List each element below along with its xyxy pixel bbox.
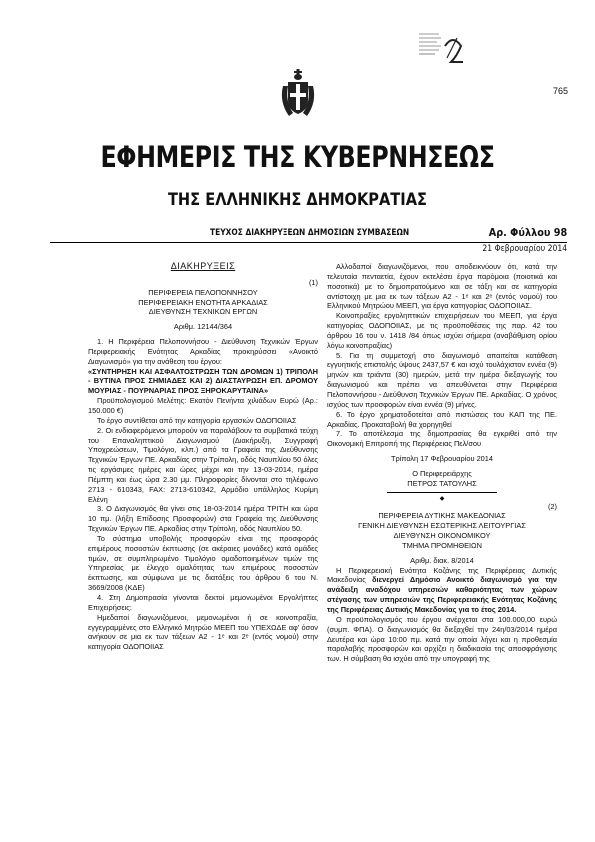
protocol-number: Αριθμ. 12144/364 — [173, 322, 233, 332]
left-column — [88, 262, 318, 652]
authority-line: ΠΕΡΙΦΕΡΕΙΑ ΔΥΤΙΚΗΣ ΜΑΚΕΔΟΝΙΑΣ — [378, 511, 506, 521]
paragraph: 7. Το αποτέλεσμα της δημοπρασίας θα εγκριθεί από την Οικονομική Επιτροπή της Περιφέρειας Πελ/σου — [327, 429, 557, 449]
authority-line: ΔΙΕΥΘΥΝΣΗ ΟΙΚΟΝΟΜΙΚΟΥ — [393, 531, 491, 541]
paragraph: 5. Για τη συμμετοχή στο διαγωνισμό απαιτείται κατάθεση εγγυητικής επιστολής ύψους 2437,57 € και ισχύ τουλάχιστον εννέα (9) μηνών και τριάντα (30) ημερών, μετά την ημέρα διεξαγωγής του διαγωνισμού και πρέπει να απευθύνεται στην Περιφέρεια Πελοποννήσου - Διεύθυνση Τεχνικών Έργων ΠΕ. Αρκαδίας. Ο χρόνος ισχύος των προσφορών είναι εννέα (9) μήνες. — [327, 350, 557, 409]
paragraph: 3. Ο Διαγωνισμός θα γίνει στις 18-03-2014 ημέρα ΤΡΙΤΗ και ώρα 10 πμ. (λήξη Επίδοσης Προσφορών) στα Γραφεία της Διεύθυνσης Τεχνικών Έργων ΠΕ. Αρκαδίας στην Τρίπολη, οδός Ναυπλίου 50. — [88, 504, 318, 534]
gazette-title: ΕΦΗΜΕΡΙΣ ΤΗΣ ΚΥΒΕΡΝΗΣΕΩΣ — [100, 140, 495, 174]
item-number: (1) — [308, 277, 318, 287]
gazette-subtitle: ΤΗΣ ΕΛΛΗΝΙΚΗΣ ΔΗΜΟΚΡΑΤΙΑΣ — [167, 190, 428, 210]
paragraph: Το σύστημα υποβολής προσφορών είναι της προσφοράς επιμέρους ποσοστών έκπτωσης (σε ακέραιες μονάδες) κατά ομάδες τιμών, σε συμπληρωμένο Τιμολόγιο ομαδοποιημένων τιμών της Υπηρεσίας με έλεγχο ομαλότητας των επιμέρους ποσοστών έκπτωσης, και σύμφωνα με τις διατάξεις του άρθρου 6 του Ν. 3669/2008 (ΚΔΕ) — [88, 533, 318, 593]
signer-title: Ο Περιφερειάρχης — [412, 468, 472, 478]
authority-line: ΠΕΡΙΦΕΡΕΙΑ ΠΕΛΟΠΟΝΝΗΣΟΥ — [148, 287, 258, 297]
authority-line: ΔΙΕΥΘΥΝΣΗ ΤΕΧΝΙΚΩΝ ΕΡΓΩΝ — [148, 307, 258, 317]
paragraph: Η Περιφερειακή Ενότητα Κοζάνης της Περιφέρειας Δυτικής Μακεδονίας διενεργεί Δημόσιο Ανοικτό διαγωνισμό για την ανάδειξη αναδόχου υπηρεσιών καθαριότητας των χώρων στέγασης των υπηρεσιών της Περιφερειακής Ενότητας Κοζάνης της Περιφέρειας Δυτικής Μακεδονίας για το έτος 2014. — [327, 565, 557, 614]
paragraph: 2. Οι ενδιαφερόμενοι μπορούν να παραλάβουν τα συμβατικά τεύχη του Επαναληπτικού Διαγωνισμού (Διακήρυξη, Συγγραφή Υποχρεώσεων, Τιμολόγιο, κλπ.) από τα Γραφεία της Διεύθυνσης Τεχνικών Έργων ΠΕ. Αρκαδίας στην Τρίπολη, οδός Ναυπλίου 50 όλες τις εργάσιμες ημέρες και ώρες μέχρι και την 13-03-2014, ημέρα Πέμπτη και έως ώρα 2.30 μμ. Πληροφορίες δίνονται στο τηλέφωνο 2713 - 610343, FAX: 2713-610342, Αρμόδιο υπάλληλος Κυρίμη Ελένη — [88, 425, 318, 504]
right-column — [327, 262, 557, 664]
paragraph: Αλλοδαποί διαγωνιζόμενοι, που αποδεικνύουν ότι, κατά την τελευταία πενταετία, έχουν εκτελέσει έργα παρόμοια (ποιοτικά και ποσοτικά) με το δημοπρατούμενο και σε τάξη και σε κατηγορία αντίστοιχη με μια εκ των τάξεων Α2 - 1ᵉ και 2ᵉ (εντός νομού) του Ελληνικού Μητρώου ΜΕΕΠ, για έργα κατηγορίας ΟΔΟΠΟΙΙΑΣ. — [327, 262, 557, 311]
header-rule — [50, 242, 567, 243]
paragraph: Προϋπολογισμού Μελέτης: Εκατόν Πενήντα χιλιάδων Ευρώ (Αρ.: 150.000 €) — [88, 396, 318, 415]
paragraph: Ο προϋπολογισμός του έργου ανέρχεται στα 100.000,00 ευρώ (συμπ. ΦΠΑ). Ο διαγωνισμός θα διεξαχθεί την 24η/03/2014 ημέρα Δευτέρα και ώρα 10:00 πμ. κατά την οποία λήγει και η προθεσμία παραλαβής προσφορών και αρχίζει η διαδικασία της αποσφράγισης των. Η σύμβαση θα ισχύει από την υπογραφή της — [327, 614, 557, 664]
authority-line: ΤΜΗΜΑ ΠΡΟΜΗΘΕΙΩΝ — [402, 540, 482, 550]
project-title: «ΣΥΝΤΗΡΗΣΗ ΚΑΙ ΑΣΦΑΛΤΟΣΤΡΩΣΗ ΤΩΝ ΔΡΟΜΩΝ 1) ΤΡΙΠΟΛΗ - ΒΥΤΙΝΑ ΠΡΟΣ ΣΗΜΙΑΔΕΣ ΚΑΙ 2) ΔΙΑΣΤΑΥΡΩΣΗ ΕΠ. ΔΡΟΜΟΥ ΜΟΥΡΙΑΣ - ΠΟΥΡΝΑΡΙΑΣ ΠΡΟΣ ΞΗΡΟΚΑΡΥΤΑΙΝΑ» — [88, 366, 318, 396]
authority-line: ΠΕΡΙΦΕΡΕΙΑΚΗ ΕΝΟΤΗΤΑ ΑΡΚΑΔΙΑΣ — [138, 297, 268, 307]
sheet-number: Αρ. Φύλλου 98 — [488, 226, 567, 239]
signer-name: ΠΕΤΡΟΣ ΤΑΤΟΥΛΗΣ — [407, 478, 477, 488]
issue-type: ΤΕΥΧΟΣ ΔΙΑΚΗΡΥΞΕΩΝ ΔΗΜΟΣΙΩΝ ΣΥΜΒΑΣΕΩΝ — [210, 228, 410, 238]
coat-of-arms-icon — [279, 64, 317, 122]
place-date: Τρίπολη 17 Φεβρουαρίου 2014 — [390, 454, 494, 464]
paragraph: 4. Στη Δημοπρασία γίνονται δεκτοί μεμονωμένοι Εργολήπτες Επιχειρήσεις: — [88, 593, 318, 612]
paragraph: Το έργο συντίθεται από την κατηγορία εργασιών ΟΔΟΠΟΙΙΑΣ — [97, 415, 297, 425]
authority-line: ΓΕΝΙΚΗ ΔΙΕΥΘΥΝΣΗ ΕΣΩΤΕΡΙΚΗΣ ΛΕΙΤΟΥΡΓΙΑΣ — [358, 521, 526, 531]
separator — [387, 492, 497, 493]
paragraph: 1. Η Περιφέρεια Πελοποννήσου - Διεύθυνση Τεχνικών Έργων Περιφερειακής Ενότητας Αρκαδίας προκηρύσσει «Ανοικτό Διαγωνισμό» για την ανάθεση του έργου: — [88, 337, 318, 366]
paragraph: Κοινοπραξίες εργοληπτικών επιχειρήσεων του ΜΕΕΠ, για έργα κατηγορίας ΟΔΟΠΟΙΙΑΣ, με τις προϋποθέσεις της παρ. 42 του άρθρου 16 του ν. 1418 /84 όπως ισχύει σήμερα (αναβάθμιση ορίου λόγω κοινοπραξίας) — [327, 311, 557, 350]
diamond-icon: ◆ — [439, 495, 445, 502]
page-number: 765 — [552, 86, 568, 96]
protocol-number: Αριθμ. διακ. 8/2014 — [410, 555, 474, 565]
section-heading: ΔΙΑΚΗΡΥΞΕΙΣ — [170, 261, 236, 271]
paragraph: Ημεδαποί διαγωνιζόμενοι, μεμονωμένοι ή σε κοινοπραξία, εγγεγραμμένες στο Ελληνικό Μητρώο ΜΕΕΠ του ΥΠΕΧΩΔΕ αφ' όσον ανήκουν σε μια εκ των τάξεων Α2 - 1ᵉ και 2ᵉ (εντός νομού) στην κατηγορία ΟΔΟΠΟΙΙΑΣ — [88, 612, 318, 652]
print-stamp — [417, 28, 469, 76]
item-number: (2) — [547, 501, 557, 511]
issue-date: 21 Φεβρουαρίου 2014 — [482, 244, 567, 254]
paragraph: 6. Το έργο χρηματοδοτείται από πιστώσεις του ΚΑΠ της ΠΕ. Αρκαδίας. Προκαταβολή θα χορηγηθεί — [327, 409, 557, 429]
